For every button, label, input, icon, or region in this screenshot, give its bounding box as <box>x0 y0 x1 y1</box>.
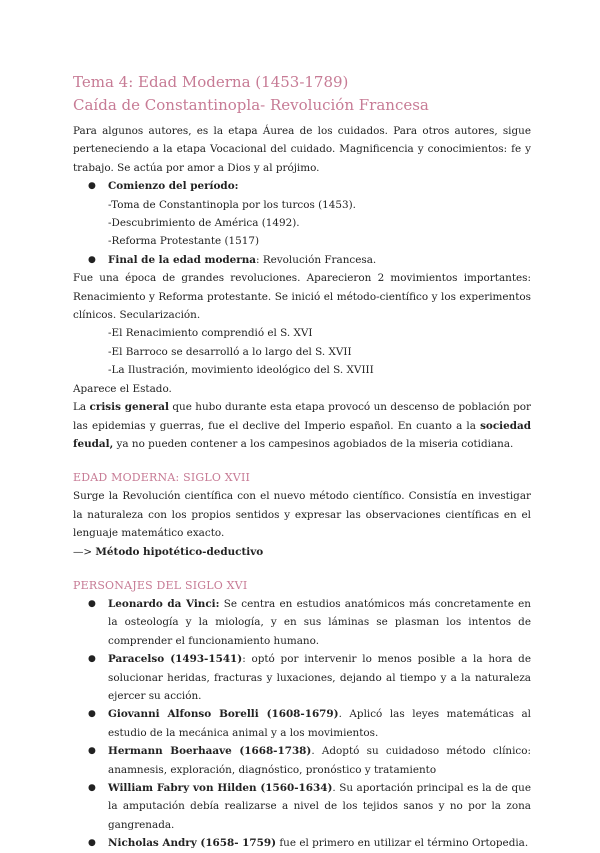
list-item: -Toma de Constantinopla por los turcos (1453). <box>108 198 356 211</box>
crisis-mid: que hubo durante esta etapa provocó un descenso de población por las epidemias y guerras, fue el declive del Imperio español. En cuanto a la <box>73 401 531 432</box>
person-text: fue el primero en utilizar el término Ortopedia. <box>276 837 529 850</box>
period-list <box>73 177 531 269</box>
list-item <box>73 834 531 852</box>
page-subtitle: Caída de Constantinopla- Revolución Francesa <box>73 96 429 114</box>
list-item <box>73 742 531 779</box>
person-text: . Adoptó su cuidadoso método clínico: anamnesis, exploración, diagnóstico, pronóstico y tratamiento <box>108 745 531 776</box>
comienzo-label: Comienzo del período: <box>108 180 239 193</box>
crisis-bold: crisis general <box>89 401 169 414</box>
list-item <box>73 705 531 742</box>
revolutions-paragraph: Fue una época de grandes revoluciones. Aparecieron 2 movimientos importantes: Renacimiento y Reforma protestante. Se inició el método-científico y los experimentos clínicos. Secularización. <box>73 272 531 322</box>
list-item <box>73 650 531 705</box>
arrow: —> <box>73 545 96 558</box>
list-item: -Reforma Protestante (1517) <box>108 235 260 248</box>
list-item: -Descubrimiento de América (1492). <box>108 217 300 230</box>
feudal-bold: sociedad feudal, <box>73 419 531 450</box>
list-item <box>73 779 531 834</box>
movement-line: -La Ilustración, movimiento ideológico del S. XVIII <box>108 364 374 377</box>
final-label: Final de la edad moderna <box>108 253 257 266</box>
list-item <box>73 595 531 650</box>
person-text: . Aplicó las leyes matemáticas al estudio de la mecánica animal y a los movimientos. <box>108 708 531 739</box>
method-name: Método hipotético-deductivo <box>95 545 264 558</box>
crisis-paragraph <box>73 398 531 453</box>
section-heading-personajes: PERSONAJES DEL SIGLO XVI <box>73 578 248 592</box>
page-title: Tema 4: Edad Moderna (1453-1789) <box>73 73 349 91</box>
person-text: : optó por intervenir lo menos posible a la hora de solucionar heridas, fracturas y luxaciones, dejando al tiempo y a la naturaleza ejercer su acción. <box>108 653 531 702</box>
person-name: Paracelso (1493-1541) <box>108 653 243 666</box>
person-text: Se centra en estudios anatómicos más concretamente en la osteología y la miología, y en sus láminas se plasman los intentos de comprender el funcionamiento humano. <box>108 597 531 647</box>
document-content <box>73 72 531 853</box>
person-name: Giovanni Alfonso Borelli (1608-1679) <box>108 708 339 721</box>
section-heading-siglo-xvii: EDAD MODERNA: SIGLO XVII <box>73 471 251 485</box>
person-name: Leonardo da Vinci: <box>108 597 220 610</box>
list-item <box>73 251 531 269</box>
crisis-post: ya no pueden contener a los campesinos agobiados de la miseria cotidiana. <box>113 437 514 450</box>
intro-paragraph: Para algunos autores, es la etapa Áurea de los cuidados. Para otros autores, sigue perteneciendo a la etapa Vocacional del cuidado. Magnificencia y conocimientos: fe y trabajo. Se actúa por amor a Dios y al prójimo. <box>73 125 531 174</box>
person-text: . Su aportación principal es la de que la amputación debía realizarse a nivel de los tejidos sanos y no por la zona gangrenada. <box>108 782 531 831</box>
estado-line: Aparece el Estado. <box>73 382 172 395</box>
person-name: William Fabry von Hilden (1560-1634) <box>108 782 333 794</box>
personajes-list <box>73 595 531 853</box>
movement-line: -El Barroco se desarrolló a lo largo del S. XVII <box>108 345 352 358</box>
siglo-xvii-paragraph: Surge la Revolución científica con el nuevo método científico. Consistía en investigar la naturaleza con los propios sentidos y expresar las observaciones científicas en el lenguaje matemático exacto. <box>73 490 531 540</box>
crisis-pre: La <box>73 401 90 414</box>
person-name: Nicholas Andry (1658- 1759) <box>108 837 277 850</box>
list-item <box>73 177 531 195</box>
final-text: : Revolución Francesa. <box>256 253 377 266</box>
movement-line: -El Renacimiento comprendió el S. XVI <box>108 327 313 340</box>
method-line <box>73 543 531 561</box>
person-name: Hermann Boerhaave (1668-1738) <box>108 745 312 758</box>
